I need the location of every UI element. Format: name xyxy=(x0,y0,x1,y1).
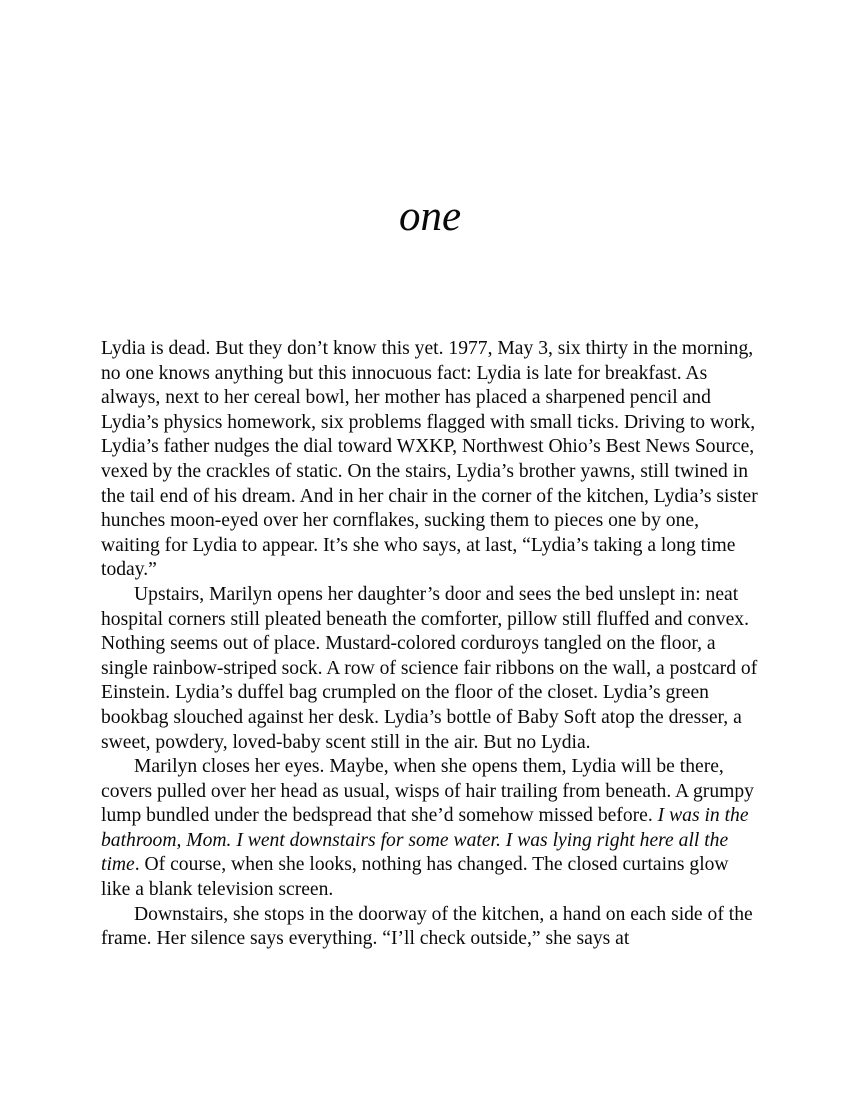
text-segment: Lydia is dead. But they don’t know this yet. 1977, May 3, six thirty in the morning, no one knows anything but this innocuous fact: Lydia is late for breakfast. As always, next to her cereal bowl, her mother has placed a sharpened pencil and Lydia’s physics homework, six problems flagged with small ticks. Driving to work, Lydia’s father nudges the dial toward WXKP, Northwest Ohio’s Best News Source, vexed by the crackles of static. On the stairs, Lydia’s brother yawns, still twined in the tail end of his dream. And in her chair in the corner of the kitchen, Lydia’s sister hunches moon-eyed over her cornflakes, sucking them to pieces one by one, waiting for Lydia to appear. It’s she who says, at last, “Lydia’s taking a long time today.” xyxy=(101,338,758,581)
text-segment: . Of course, when she looks, nothing has changed. The closed curtains glow like a blank television screen. xyxy=(101,854,729,901)
body-text xyxy=(101,337,758,952)
chapter-heading: one xyxy=(398,193,462,240)
paragraph xyxy=(101,903,758,952)
paragraph xyxy=(101,755,758,903)
paragraph xyxy=(101,583,758,755)
text-segment: Upstairs, Marilyn opens her daughter’s door and sees the bed unslept in: neat hospital corners still pleated beneath the comforter, pillow still fluffed and convex. Nothing seems out of place. Mustard-colored corduroys tangled on the floor, a single rainbow-striped sock. A row of science fair ribbons on the wall, a postcard of Einstein. Lydia’s duffel bag crumpled on the floor of the closet. Lydia’s green bookbag slouched against her desk. Lydia’s bottle of Baby Soft atop the dresser, a sweet, powdery, loved-baby scent still in the air. But no Lydia. xyxy=(101,583,758,753)
italic-inline-thought: I was in the bathroom, Mom. I went downstairs for some water. I was lying right here all the time xyxy=(101,805,749,876)
text-segment: Downstairs, she stops in the doorway of the kitchen, a hand on each side of the frame. Her silence says everything. “I’ll check outside,” she says at xyxy=(101,903,753,950)
paragraph xyxy=(101,337,758,583)
text-segment: Marilyn closes her eyes. Maybe, when she opens them, Lydia will be there, covers pulled over her head as usual, wisps of hair trailing from beneath. A grumpy lump bundled under the bedspread that she’d somehow missed before. xyxy=(101,756,754,827)
